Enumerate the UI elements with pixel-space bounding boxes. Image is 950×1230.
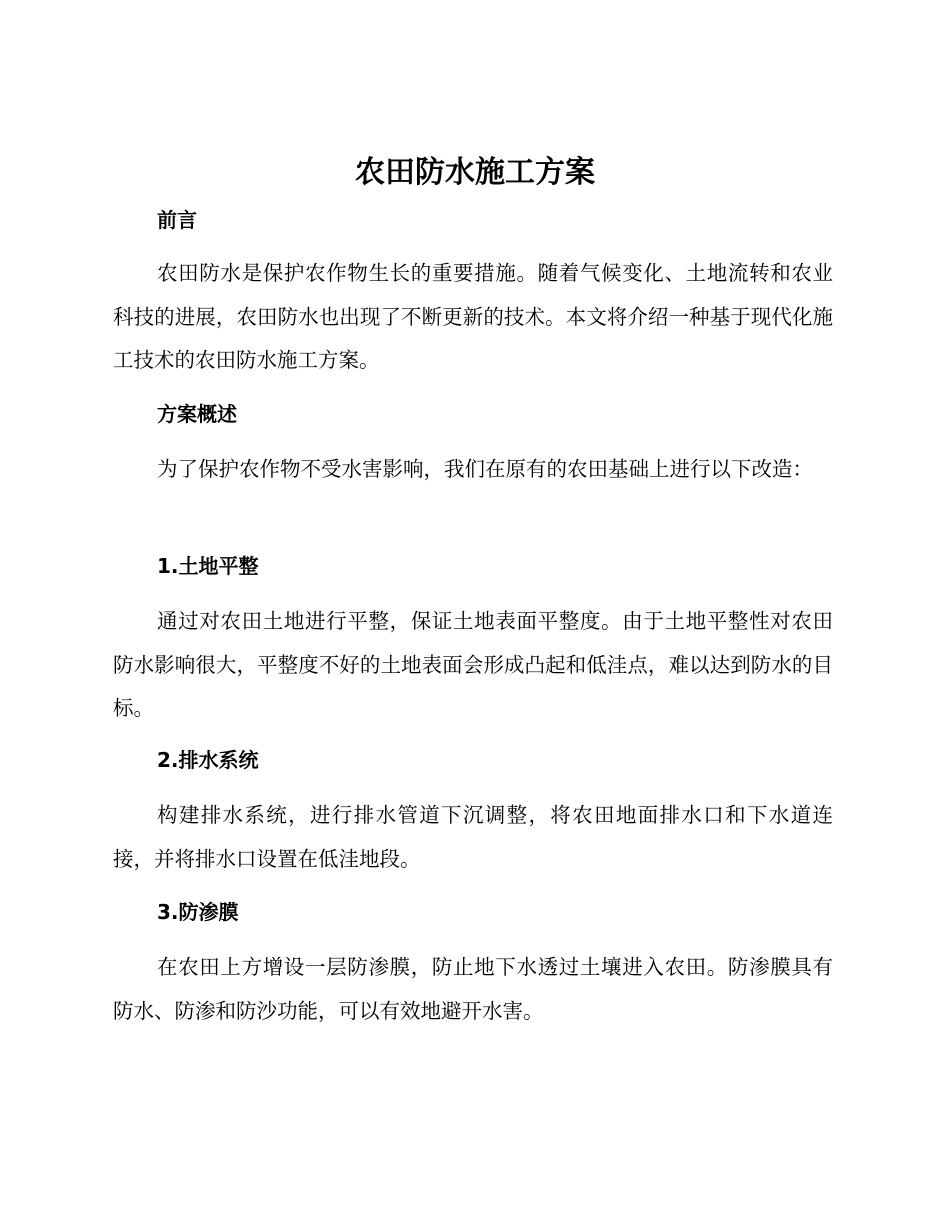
section-heading-overview: 方案概述 — [157, 402, 237, 426]
section-paragraph-drainage: 构建排水系统，进行排水管道下沉调整，将农田地面排水口和下水道连接，并将排水口设置在低洼地段。 — [113, 803, 833, 871]
section-paragraph-preface: 农田防水是保护农作物生长的重要措施。随着气候变化、土地流转和农业科技的进展，农田防水也出现了不断更新的技术。本文将介绍一种基于现代化施工技术的农田防水施工方案。 — [113, 261, 833, 372]
section-heading-land-leveling: 1.土地平整 — [157, 554, 259, 578]
section-paragraph-membrane: 在农田上方增设一层防渗膜，防止地下水透过土壤进入农田。防渗膜具有防水、防渗和防沙功能，可以有效地避开水害。 — [113, 955, 833, 1023]
document-title: 农田防水施工方案 — [355, 155, 595, 190]
section-paragraph-land-leveling: 通过对农田土地进行平整，保证土地表面平整度。由于土地平整性对农田防水影响很大，平整度不好的土地表面会形成凸起和低洼点，难以达到防水的目标。 — [113, 609, 833, 720]
section-heading-preface: 前言 — [157, 208, 197, 232]
section-heading-membrane: 3.防渗膜 — [157, 900, 239, 924]
section-heading-drainage: 2.排水系统 — [157, 748, 259, 772]
section-paragraph-overview: 为了保护农作物不受水害影响，我们在原有的农田基础上进行以下改造： — [157, 457, 813, 481]
